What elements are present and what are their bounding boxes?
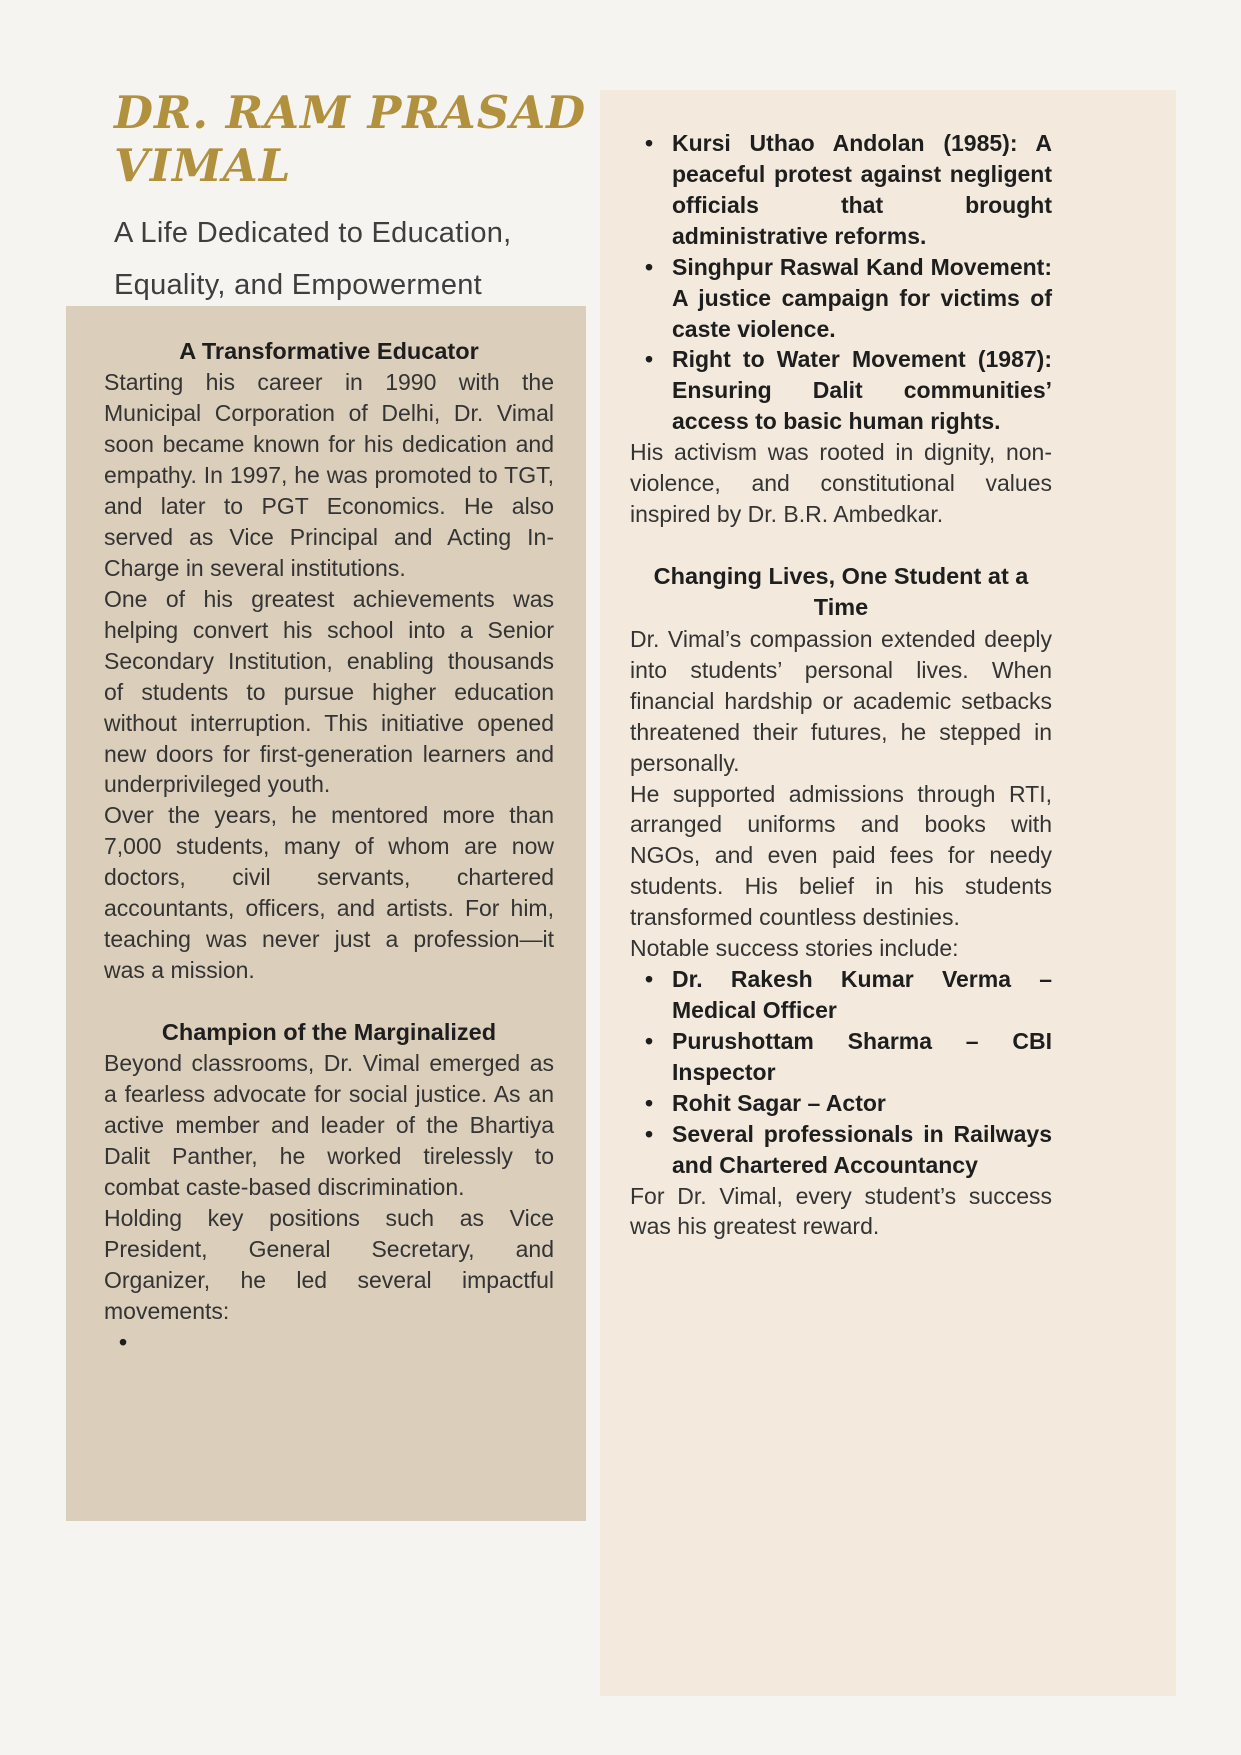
masthead (114, 86, 594, 311)
paragraph: One of his greatest achievements was helping convert his school into a Senior Secondary Institution, enabling thousands of students to pursue higher education without interruption. This initiative opened new doors for first-generation learners and underprivileged youth. (104, 585, 554, 798)
page-subtitle-line1: A Life Dedicated to Education, (114, 217, 512, 250)
bullet-icon: • (645, 346, 654, 373)
left-column (66, 306, 586, 1521)
paragraph: Starting his career in 1990 with the Municipal Corporation of Delhi, Dr. Vimal soon became known for his dedication and empathy. In 1997, he was promoted to TGT, and later to PGT Economics. He also served as Vice Principal and Acting In-Charge in several institutions. (104, 369, 554, 582)
list-item-purushottam-sharma (630, 1026, 1052, 1088)
bullet-icon: • (119, 1328, 128, 1355)
list-item-empty (104, 1327, 554, 1358)
page-title-line1: DR. RAM PRASAD (114, 86, 587, 139)
paragraph: He supported admissions through RTI, arranged uniforms and books with NGOs, and even paid fees for needy students. His belief in his students transformed countless destinies. (630, 780, 1052, 931)
bullet-icon: • (645, 966, 654, 993)
bullet-icon: • (645, 1027, 654, 1054)
page-title-line2: VIMAL (114, 139, 292, 193)
paragraph: His activism was rooted in dignity, non-violence, and constitutional values inspired by Dr. B.R. Ambedkar. (630, 439, 1052, 528)
list-item-text: Several professionals in Railways and Chartered Accountancy (672, 1120, 1052, 1178)
paragraph: Dr. Vimal’s compassion extended deeply into students’ personal lives. When financial hardship or academic setbacks threatened their futures, he stepped in personally. (630, 625, 1052, 776)
bullet-icon: • (645, 253, 654, 280)
page-subtitle-line2: Equality, and Empowerment (114, 268, 483, 301)
paragraph-closing: For Dr. Vimal, every student’s success was his greatest reward. (630, 1182, 1052, 1240)
list-item-rakesh-verma (630, 964, 1052, 1026)
paragraph: Beyond classrooms, Dr. Vimal emerged as a fearless advocate for social justice. As an active member and leader of the Bhartiya Dalit Panther, he worked tirelessly to combat caste-based discrimination. (104, 1050, 554, 1201)
section-heading-transformative-educator: A Transformative Educator (179, 338, 479, 364)
page-subtitle (114, 208, 594, 311)
list-item-text: Rohit Sagar – Actor (672, 1089, 886, 1116)
section-heading-champion-marginalized: Champion of the Marginalized (161, 1018, 497, 1045)
list-item-right-to-water (630, 344, 1052, 437)
bullet-icon: • (645, 1120, 654, 1147)
page-title (114, 86, 594, 192)
list-item-text: Singhpur Raswal Kand Movement: A justice campaign for victims of caste violence. (672, 253, 1052, 342)
list-item-kursi-uthao (630, 128, 1052, 252)
section-heading-changing-lives: Changing Lives, One Student at a Time (653, 562, 1029, 621)
paragraph: Notable success stories include: (630, 935, 959, 962)
bullet-icon: • (645, 130, 654, 156)
list-item-text: Kursi Uthao Andolan (1985): A peaceful protest against negligent officials that brought administrative reforms. (672, 130, 1052, 249)
bullet-icon: • (645, 1089, 654, 1116)
paragraph: Over the years, he mentored more than 7,000 students, many of whom are now doctors, civil servants, chartered accountants, officers, and artists. For him, teaching was never just a profession—it was a mission. (104, 802, 554, 983)
paragraph: Holding key positions such as Vice President, General Secretary, and Organizer, he led several impactful movements: (104, 1205, 554, 1324)
list-item-rohit-sagar (630, 1088, 1052, 1119)
list-item-text: Purushottam Sharma – CBI Inspector (672, 1027, 1052, 1085)
right-column (600, 90, 1176, 1696)
list-item-professionals (630, 1119, 1052, 1181)
list-item-text (146, 1327, 554, 1358)
list-item-singhpur-raswal (630, 252, 1052, 345)
list-item-text: Dr. Rakesh Kumar Verma – Medical Officer (672, 966, 1052, 1024)
list-item-text: Right to Water Movement (1987): Ensuring Dalit communities’ access to basic human rights. (672, 346, 1052, 435)
